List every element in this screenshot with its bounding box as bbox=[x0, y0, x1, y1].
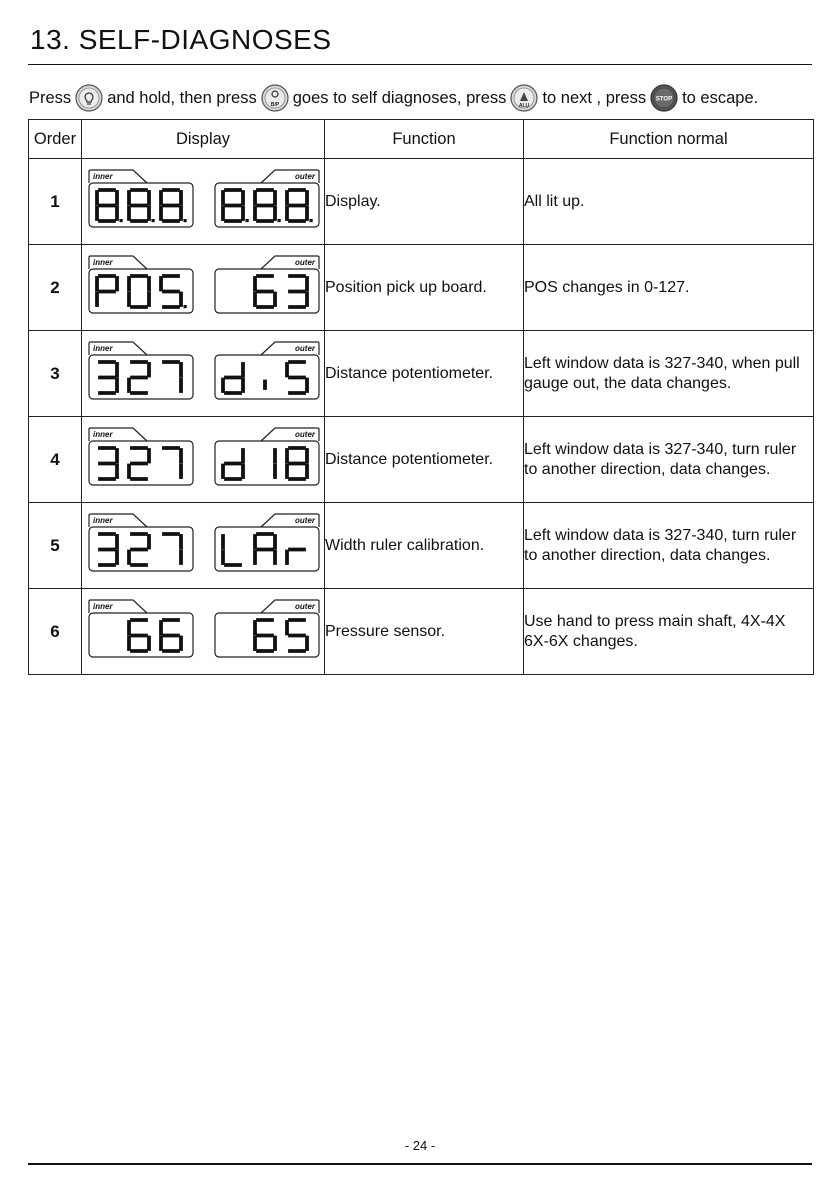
seven-segment-digit bbox=[100, 362, 117, 393]
seven-segment-digit bbox=[287, 550, 304, 564]
seven-segment-digit bbox=[223, 190, 249, 222]
table-row bbox=[29, 417, 814, 503]
instruction-text-3: goes to self diagnoses, press bbox=[292, 88, 507, 107]
row-display bbox=[82, 503, 325, 589]
header-display: Display bbox=[82, 120, 325, 159]
seven-segment-digit bbox=[287, 448, 307, 479]
seven-segment-digit bbox=[161, 190, 187, 222]
seven-segment-digit bbox=[255, 534, 275, 563]
outer-window bbox=[215, 514, 319, 571]
seven-segment-digit bbox=[255, 190, 281, 222]
row-display bbox=[82, 417, 325, 503]
seven-segment-digit bbox=[129, 362, 149, 393]
icon-d-label: STOP bbox=[655, 96, 673, 103]
led-display-pair bbox=[82, 589, 325, 674]
outer-label: outer bbox=[295, 602, 315, 611]
row-function-normal: Left window data is 327-340, when pull gauge out, the data changes. bbox=[524, 331, 814, 417]
led-display-pair bbox=[82, 331, 325, 416]
seven-segment-digit bbox=[164, 448, 181, 477]
led-display-pair bbox=[82, 159, 325, 244]
row-function-normal: POS changes in 0-127. bbox=[524, 245, 814, 331]
row-order: 5 bbox=[29, 503, 82, 589]
row-function: Pressure sensor. bbox=[325, 589, 524, 675]
inner-window bbox=[89, 428, 193, 485]
title-rule bbox=[28, 64, 812, 65]
outer-label: outer bbox=[295, 172, 315, 181]
seven-segment-digit bbox=[223, 450, 243, 479]
seven-segment-digit bbox=[97, 190, 123, 222]
seven-segment-digit bbox=[287, 620, 307, 651]
seven-segment-digit bbox=[100, 534, 117, 565]
alu-mode-button-icon bbox=[510, 84, 538, 112]
outer-window bbox=[215, 600, 319, 657]
seven-segment-digit bbox=[223, 364, 243, 393]
row-order: 3 bbox=[29, 331, 82, 417]
outer-window bbox=[215, 428, 319, 485]
inner-label: inner bbox=[93, 516, 113, 525]
page-number: - 24 - bbox=[404, 1138, 436, 1153]
table-row bbox=[29, 245, 814, 331]
row-order: 6 bbox=[29, 589, 82, 675]
outer-label: outer bbox=[295, 430, 315, 439]
led-display-pair bbox=[82, 245, 325, 330]
footer-rule bbox=[28, 1163, 812, 1165]
row-function: Width ruler calibration. bbox=[325, 503, 524, 589]
seven-segment-digit bbox=[223, 536, 240, 565]
table-row bbox=[29, 331, 814, 417]
inner-label: inner bbox=[93, 172, 113, 181]
inner-window bbox=[89, 256, 193, 313]
table-row bbox=[29, 159, 814, 245]
seven-segment-digit bbox=[290, 276, 307, 307]
outer-label: outer bbox=[295, 516, 315, 525]
inner-label: inner bbox=[93, 430, 113, 439]
table-row bbox=[29, 589, 814, 675]
header-function: Function bbox=[325, 120, 524, 159]
row-function: Distance potentiometer. bbox=[325, 331, 524, 417]
row-function: Display. bbox=[325, 159, 524, 245]
row-order: 4 bbox=[29, 417, 82, 503]
row-display bbox=[82, 245, 325, 331]
light-bulb-button-icon bbox=[75, 84, 103, 112]
outer-label: outer bbox=[295, 258, 315, 267]
balance-position-button-icon bbox=[261, 84, 289, 112]
outer-window bbox=[215, 170, 319, 227]
seven-segment-digit bbox=[161, 620, 181, 651]
inner-window bbox=[89, 514, 193, 571]
page-title: 13. SELF-DIAGNOSES bbox=[30, 24, 332, 55]
led-display-pair bbox=[82, 417, 325, 502]
seven-segment-digit bbox=[129, 620, 149, 651]
icon-b-label: B/P bbox=[270, 102, 279, 108]
inner-label: inner bbox=[93, 602, 113, 611]
stop-button-icon bbox=[650, 84, 678, 112]
row-display bbox=[82, 331, 325, 417]
led-display-pair bbox=[82, 503, 325, 588]
outer-window bbox=[215, 342, 319, 399]
inner-label: inner bbox=[93, 258, 113, 267]
instruction-text-5: to escape. bbox=[682, 88, 759, 107]
seven-segment-digit bbox=[100, 448, 117, 479]
row-function: Distance potentiometer. bbox=[325, 417, 524, 503]
row-function-normal: Left window data is 327-340, turn ruler to another direction, data changes. bbox=[524, 503, 814, 589]
row-function-normal: Left window data is 327-340, turn ruler to another direction, data changes. bbox=[524, 417, 814, 503]
seven-segment-digit bbox=[97, 276, 117, 305]
seven-segment-digit bbox=[164, 534, 181, 563]
seven-segment-digit bbox=[129, 276, 149, 307]
table-row bbox=[29, 503, 814, 589]
inner-window bbox=[89, 342, 193, 399]
outer-label: outer bbox=[295, 344, 315, 353]
seven-segment-digit bbox=[164, 362, 181, 391]
header-order: Order bbox=[29, 120, 82, 159]
row-display bbox=[82, 159, 325, 245]
row-order: 2 bbox=[29, 245, 82, 331]
table-header-row bbox=[29, 120, 814, 159]
seven-segment-digit bbox=[287, 362, 307, 393]
row-function-normal: Use hand to press main shaft, 4X-4X 6X-6X changes. bbox=[524, 589, 814, 675]
inner-label: inner bbox=[93, 344, 113, 353]
row-function-normal: All lit up. bbox=[524, 159, 814, 245]
seven-segment-digit bbox=[161, 276, 187, 308]
seven-segment-digit bbox=[129, 534, 149, 565]
seven-segment-digit bbox=[129, 448, 149, 479]
instruction-text-4: to next , press bbox=[542, 88, 647, 107]
inner-window bbox=[89, 170, 193, 227]
seven-segment-digit bbox=[255, 276, 275, 307]
inner-window bbox=[89, 600, 193, 657]
seven-segment-digit bbox=[255, 620, 275, 651]
outer-window bbox=[215, 256, 319, 313]
instruction-text-2: and hold, then press bbox=[107, 88, 257, 107]
header-function-normal: Function normal bbox=[524, 120, 814, 159]
row-function: Position pick up board. bbox=[325, 245, 524, 331]
seven-segment-digit bbox=[129, 190, 155, 222]
seven-segment-digit bbox=[287, 190, 313, 222]
row-order: 1 bbox=[29, 159, 82, 245]
icon-c-label: ALU bbox=[519, 103, 530, 109]
instruction-text-1: Press bbox=[29, 88, 72, 107]
row-display bbox=[82, 589, 325, 675]
self-diagnoses-table bbox=[28, 119, 814, 675]
instruction-line bbox=[29, 83, 819, 113]
